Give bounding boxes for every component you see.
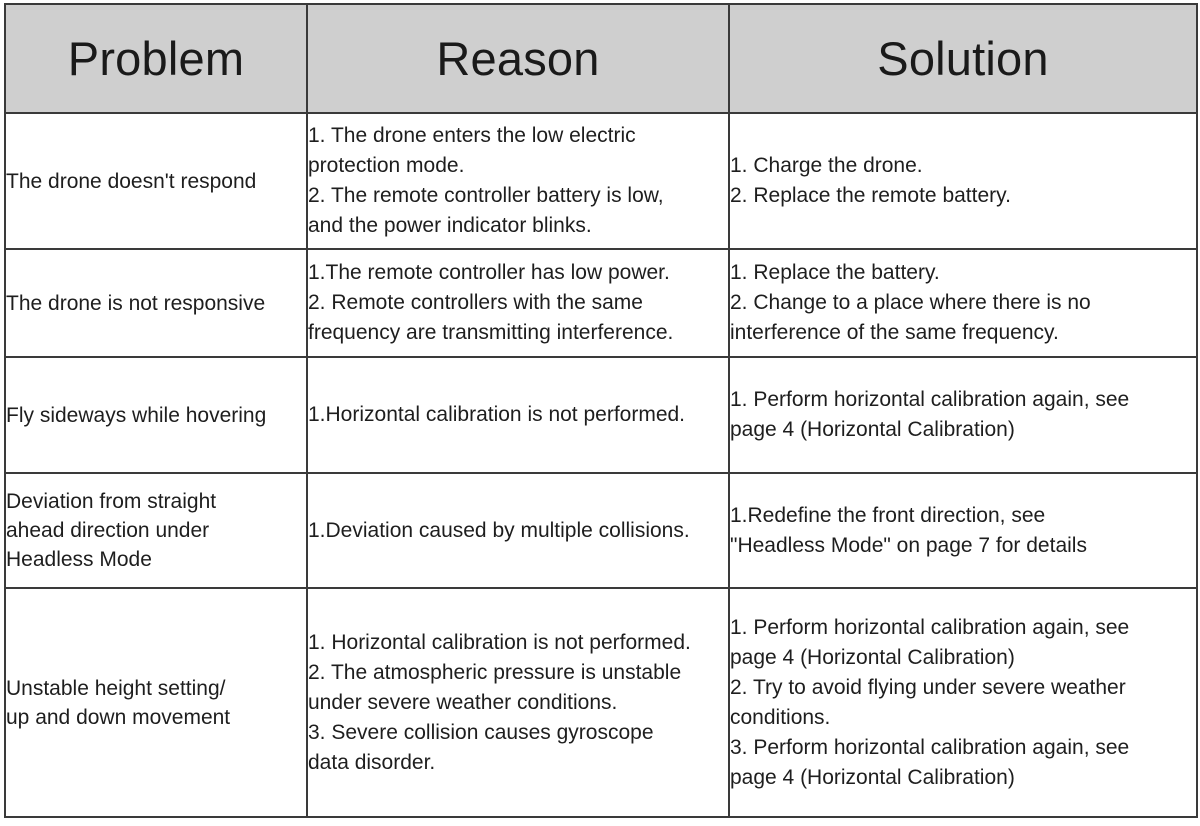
solution-list	[730, 385, 1196, 445]
problem-text: Unstable height setting/ up and down movement	[6, 676, 231, 729]
problem-cell	[5, 249, 307, 357]
reason-cell	[307, 588, 729, 817]
problem-text: Deviation from straight ahead direction under Headless Mode	[6, 490, 217, 571]
solution-item: 1. Perform horizontal calibration again, see page 4 (Horizontal Calibration)	[730, 388, 1130, 441]
problem-text: The drone doesn't respond	[6, 169, 257, 193]
problem-cell	[5, 473, 307, 588]
reason-cell	[307, 357, 729, 473]
reason-item: 1. Horizontal calibration is not performed.	[308, 630, 691, 654]
reason-list	[308, 258, 728, 348]
solution-item: 2. Change to a place where there is no interference of the same frequency.	[730, 291, 1091, 344]
problem-cell	[5, 588, 307, 817]
table-row	[5, 588, 1197, 817]
reason-list	[308, 121, 728, 241]
table-row	[5, 113, 1197, 249]
header-solution: Solution	[729, 4, 1197, 113]
problem-text: The drone is not responsive	[6, 291, 266, 315]
troubleshooting-table	[4, 3, 1198, 818]
table-body	[5, 113, 1197, 817]
reason-cell	[307, 249, 729, 357]
header-problem: Problem	[5, 4, 307, 113]
solution-item: 1. Replace the battery.	[730, 261, 940, 284]
reason-item: 1.The remote controller has low power.	[308, 261, 670, 284]
table-header	[5, 4, 1197, 113]
problem-text: Fly sideways while hovering	[6, 403, 267, 427]
solution-list	[730, 151, 1196, 211]
solution-item: 2. Replace the remote battery.	[730, 184, 1011, 207]
reason-item: 1.Deviation caused by multiple collisions.	[308, 518, 690, 542]
solution-item: 1.Redefine the front direction, see "Headless Mode" on page 7 for details	[730, 503, 1087, 557]
reason-cell	[307, 473, 729, 588]
problem-cell	[5, 113, 307, 249]
table-row	[5, 357, 1197, 473]
reason-list	[308, 628, 728, 778]
solution-cell	[729, 588, 1197, 817]
reason-list	[308, 400, 728, 430]
reason-item: 2. The atmospheric pressure is unstable under severe weather conditions.	[308, 660, 682, 714]
solution-item: 3. Perform horizontal calibration again, see page 4 (Horizontal Calibration)	[730, 735, 1130, 789]
solution-item: 1. Perform horizontal calibration again, see page 4 (Horizontal Calibration)	[730, 615, 1130, 669]
solution-cell	[729, 357, 1197, 473]
reason-item: 2. The remote controller battery is low, and the power indicator blinks.	[308, 184, 664, 237]
solution-cell	[729, 113, 1197, 249]
solution-item: 1. Charge the drone.	[730, 154, 923, 177]
solution-cell	[729, 473, 1197, 588]
reason-item: 1. The drone enters the low electric protection mode.	[308, 124, 636, 177]
reason-item: 1.Horizontal calibration is not performed.	[308, 403, 686, 426]
solution-list	[730, 501, 1196, 561]
table-row	[5, 249, 1197, 357]
reason-cell	[307, 113, 729, 249]
solution-item: 2. Try to avoid flying under severe weather conditions.	[730, 675, 1126, 729]
header-reason: Reason	[307, 4, 729, 113]
reason-item: 2. Remote controllers with the same frequency are transmitting interference.	[308, 291, 674, 344]
solution-cell	[729, 249, 1197, 357]
reason-item: 3. Severe collision causes gyroscope data disorder.	[308, 720, 654, 774]
reason-list	[308, 516, 728, 546]
header-row	[5, 4, 1197, 113]
table-row	[5, 473, 1197, 588]
problem-cell	[5, 357, 307, 473]
solution-list	[730, 613, 1196, 793]
solution-list	[730, 258, 1196, 348]
